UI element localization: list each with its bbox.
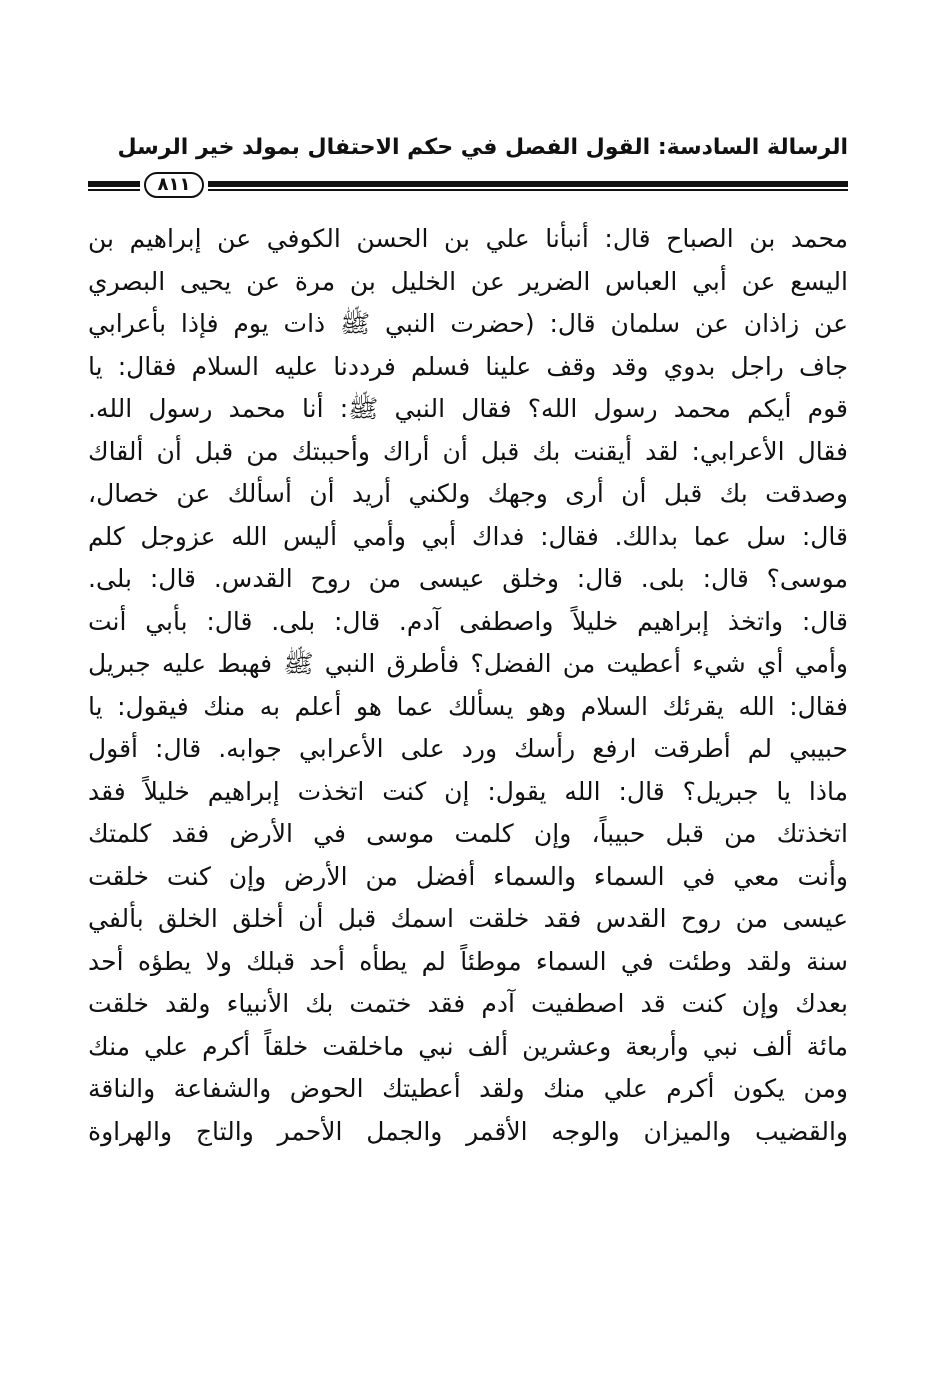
body-text [88, 218, 848, 1153]
running-header-title: الرسالة السادسة: القول الفصل في حكم الاحتفال بمولد خير الرسل [117, 135, 848, 160]
text-line: عيسى من روح القدس فقد خلقت اسمك قبل أن أخلق الخلق بألفي [88, 904, 848, 933]
text-line: والقضيب والميزان والوجه الأقمر والجمل الأحمر والتاج والهراوة [88, 1116, 848, 1146]
text-line: ومن يكون أكرم علي منك ولقد أعطيتك الحوض والشفاعة والناقة [88, 1074, 848, 1103]
header-rule [88, 172, 848, 198]
text-line: محمد بن الصباح قال: أنبأنا علي بن الحسن الكوفي عن إبراهيم بن [88, 224, 848, 253]
text-line: فقال الأعرابي: لقد أيقنت بك قبل أن أراك وأحببتك من قبل أن ألقاك [88, 436, 848, 466]
text-line: جاف راجل بدوي وقد وقف علينا فسلم فرددنا عليه السلام فقال: يا [88, 351, 848, 381]
text-line: بعدك وإن كنت قد اصطفيت آدم فقد ختمت بك الأنبياء ولقد خلقت [88, 989, 848, 1018]
text-line: اتخذتك من قبل حبيباً، وإن كلمت موسى في الأرض فقد كلمتك [88, 819, 848, 848]
text-line: موسى؟ قال: بلى. قال: وخلق عيسى من روح القدس. قال: بلى. [88, 564, 848, 593]
text-line: قوم أيكم محمد رسول الله؟ فقال النبي ﷺ: أنا محمد رسول الله. [88, 394, 848, 423]
header-rule-right [208, 181, 848, 191]
text-line: قال: واتخذ إبراهيم خليلاً واصطفى آدم. قال: بلى. قال: بأبي أنت [88, 606, 848, 636]
text-line: وصدقت بك قبل أن أرى وجهك ولكني أريد أن أسألك عن خصال، [88, 479, 848, 508]
text-line: سنة ولقد وطئت في السماء موطئاً لم يطأه أحد قبلك ولا يطؤه أحد [88, 946, 848, 976]
text-line: وأنت معي في السماء والسماء أفضل من الأرض وإن كنت خلقت [88, 861, 848, 891]
text-line: عن زاذان عن سلمان قال: (حضرت النبي ﷺ ذات يوم فإذا بأعرابي [88, 309, 848, 338]
text-line: قال: سل عما بدالك. فقال: فداك أبي وأمي أليس الله عزوجل كلم [88, 521, 848, 551]
text-line: فقال: الله يقرئك السلام وهو يسألك عما هو أعلم به منك فيقول: يا [88, 691, 848, 721]
text-line: ماذا يا جبريل؟ قال: الله يقول: إن كنت اتخذت إبراهيم خليلاً فقد [88, 776, 848, 806]
page-number: ٨١١ [144, 172, 204, 198]
text-line: اليسع عن أبي العباس الضرير عن الخليل بن مرة عن يحيى البصري [88, 266, 848, 296]
text-line: حبيبي لم أطرقت ارفع رأسك ورد على الأعرابي جوابه. قال: أقول [88, 734, 848, 763]
text-line: وأمي أي شيء أعطيت من الفضل؟ فأطرق النبي ﷺ فهبط عليه جبريل [88, 649, 848, 678]
text-line: مائة ألف نبي وأربعة وعشرين ألف نبي ماخلقت خلقاً أكرم علي منك [88, 1031, 848, 1061]
header-rule-left [88, 181, 140, 191]
